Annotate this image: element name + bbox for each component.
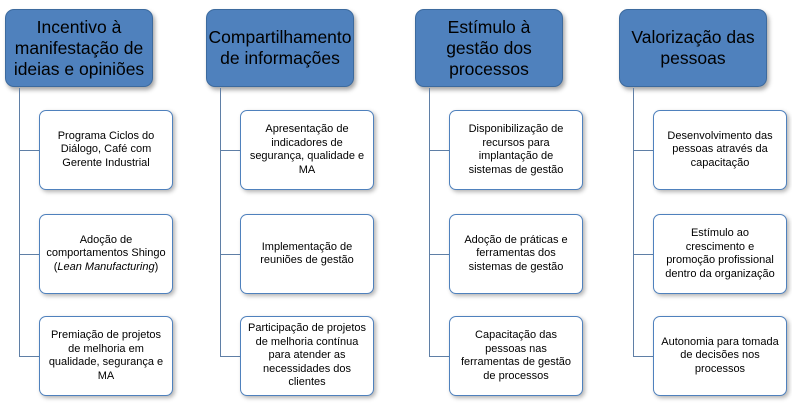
- connector-line: [19, 88, 20, 356]
- connector-branch: [19, 356, 39, 357]
- connector-branch: [220, 254, 240, 255]
- header-incentivo: Incentivo à manifestação de ideias e opiniões: [5, 9, 153, 87]
- item-praticas: Adoção de práticas e ferramentas dos sistemas de gestão: [449, 214, 583, 294]
- connector-branch: [633, 356, 653, 357]
- italic-fragment: Lean Manufacturing: [57, 260, 155, 273]
- connector-line: [633, 88, 634, 356]
- connector-branch: [429, 356, 449, 357]
- item-melhoria-continua: Participação de projetos de melhoria contínua para atender as necessidades dos clientes: [240, 316, 374, 396]
- connector-branch: [633, 254, 653, 255]
- connector-line: [429, 88, 430, 356]
- connector-branch: [633, 150, 653, 151]
- column-valorizacao: [619, 0, 792, 407]
- connector-branch: [19, 150, 39, 151]
- item-shingo: [39, 214, 173, 294]
- header-compartilhamento: Compartilhamento de informações: [206, 9, 354, 87]
- connector-line: [220, 88, 221, 356]
- connector-branch: [220, 150, 240, 151]
- item-shingo-text: Adoção de comportamentos Shingo (Lean Manufacturing): [46, 233, 166, 273]
- connector-branch: [429, 150, 449, 151]
- item-indicadores: Apresentação de indicadores de segurança, qualidade e MA: [240, 110, 374, 190]
- column-estimulo-gestao: [415, 0, 605, 407]
- item-recursos: Disponibilização de recursos para implantação de sistemas de gestão: [449, 110, 583, 190]
- header-valorizacao: Valorização das pessoas: [619, 9, 767, 87]
- item-desenvolvimento: Desenvolvimento das pessoas através da capacitação: [653, 110, 787, 190]
- item-capacitacao-ferramentas: Capacitação das pessoas nas ferramentas de gestão de processos: [449, 316, 583, 396]
- item-autonomia: Autonomia para tomada de decisões nos processos: [653, 316, 787, 396]
- item-premiacao: Premiação de projetos de melhoria em qualidade, segurança e MA: [39, 316, 173, 396]
- column-compartilhamento: [206, 0, 396, 407]
- item-reunioes: Implementação de reuniões de gestão: [240, 214, 374, 294]
- column-incentivo: [5, 0, 195, 407]
- connector-branch: [429, 254, 449, 255]
- connector-branch: [19, 254, 39, 255]
- item-programa-ciclos: Programa Ciclos do Diálogo, Café com Gerente Industrial: [39, 110, 173, 190]
- item-crescimento: Estímulo ao crescimento e promoção profissional dentro da organização: [653, 214, 787, 294]
- header-estimulo-gestao: Estímulo à gestão dos processos: [415, 9, 563, 87]
- connector-branch: [220, 356, 240, 357]
